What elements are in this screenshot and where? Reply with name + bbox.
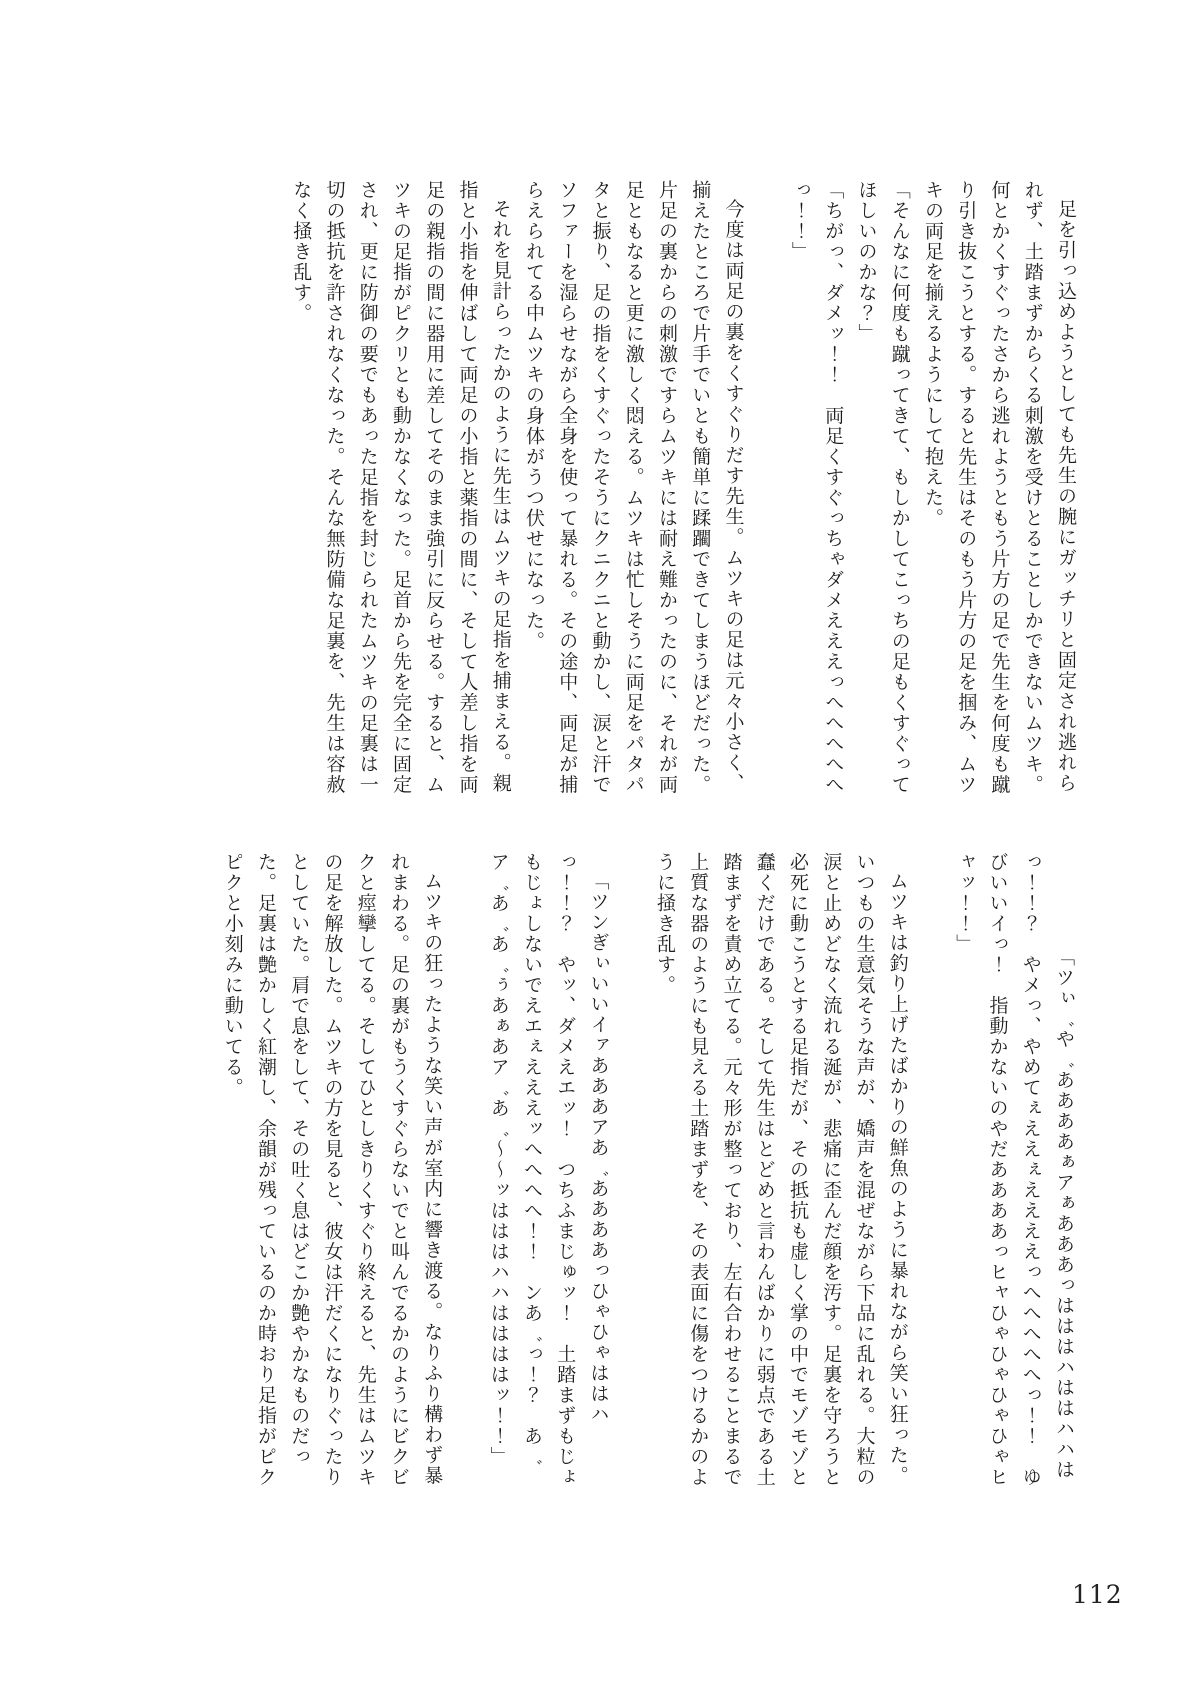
lower-text-block [215, 852, 1080, 1502]
page-number: 112 [1072, 1580, 1123, 1609]
upper-paragraph-1: 足を引っ込めようとしても先生の腕にガッチリと固定され逃れられず、土踏まずからくる刺激を受けとることしかできないムツキ。何とかくすぐったさから逃れようともう片方の足で先生を何度も蹴り引き抜こうとする。すると先生はそのもう片方の足を掴み、ムツキの両足を揃えるようにして抱えた。 [922, 180, 1077, 795]
lower-paragraph-4: ムツキの狂ったような笑い声が室内に響き渡る。なりふり構わず暴れまわる。足の裏がもうくすぐらないでと叫んでるかのようにビクビクと痙攣してる。そしてひとしきりくすぐり終えると、先生はムツキの足を解放した。ムツキの方を見ると、彼女は汗だくになりぐったりとしていた。肩で息をして、その吐く息はどこか艶やかなものだった。足裏は艶かしく紅潮し、余韻が残っているのか時おり足指がピクピクと小刻みに動いてる。 [221, 852, 444, 1488]
upper-paragraph-4: 今度は両足の裏をくすぐりだす先生。ムツキの足は元々小さく、揃えたところで片手でいとも簡単に蹂躙できてしまうほどだった。片足の裏からの刺激ですらムツキには耐え難かったのに、それが両足ともなると更に激しく悶える。ムツキは忙しそうに両足をパタパタと振り、足の指をくすぐったそうにクニクニと動かし、涙と汗でソファーを湿らせながら全身を使って暴れる。その途中、両足が捕らえられてる中ムツキの身体がうつ伏せになった。 [523, 180, 745, 795]
upper-text-block [272, 180, 1082, 812]
lower-paragraph-2: ムツキは釣り上げたばかりの鮮魚のように暴れながら笑い狂った。いつもの生意気そうな声が、嬌声を混ぜながら下品に乱れる。大粒の涙と止めどなく流れる涎が、悲痛に歪んだ顔を汚す。足裏を守ろうと必死に動こうとする足指だが、その抵抗も虚しく掌の中でモゾモゾと蠢くだけである。そして先生はとどめと言わんばかりに弱点である土踏まずを責め立てる。元々形が整っており、左右合わせることまるで上質な器のようにも見える土踏まずを、その表面に傷をつけるかのように掻き乱す。 [654, 852, 909, 1488]
lower-paragraph-1-dialogue: 「ツぃ゛や゛ああああぁアぁあああっはははハははハハはっ！！？ やメっ、やめてぇええぇええええっへへへへへっ！！ ゆびいいイっ！ 指動かないのやだああああっヒャひゃひゃひゃひゃヒャッ！！」 [953, 852, 1075, 1488]
upper-paragraph-3-dialogue: 「ちがっ、ダメッ！！ 両足くすぐっちゃダメえええっへへへへへっ！！」 [789, 180, 845, 795]
upper-paragraph-2-dialogue: 「そんなに何度も蹴ってきて、もしかしてこっちの足もくすぐってほしいのかな？」 [855, 180, 911, 795]
lower-paragraph-3-dialogue: 「ツンぎぃいいイァあああアあ゛ああああっひゃひゃははハっ！！？ やッ、ダメえエッ！ つちふまじゅッ！ 土踏まずもじょもじょしないでえエぇえええッへへへへ！！ ンあ゛っ！？ あ゛ア゛あ゛あ゛ぅあぁあア゛あ゛〜〜ッはははハハははははッ！！」 [487, 852, 610, 1488]
upper-paragraph-5: それを見計らったかのように先生はムツキの足指を捕まえる。親指と小指を伸ばして両足の小指と薬指の間に、そして人差し指を両足の親指の間に器用に差してそのまま強引に反らせる。すると、ムツキの足指がピクリとも動かなくなった。足首から先を完全に固定され、更に防御の要でもあった足指を封じられたムツキの足裏は一切の抵抗を許されなくなった。そんな無防備な足裏を、先生は容赦なく掻き乱す。 [290, 180, 512, 795]
